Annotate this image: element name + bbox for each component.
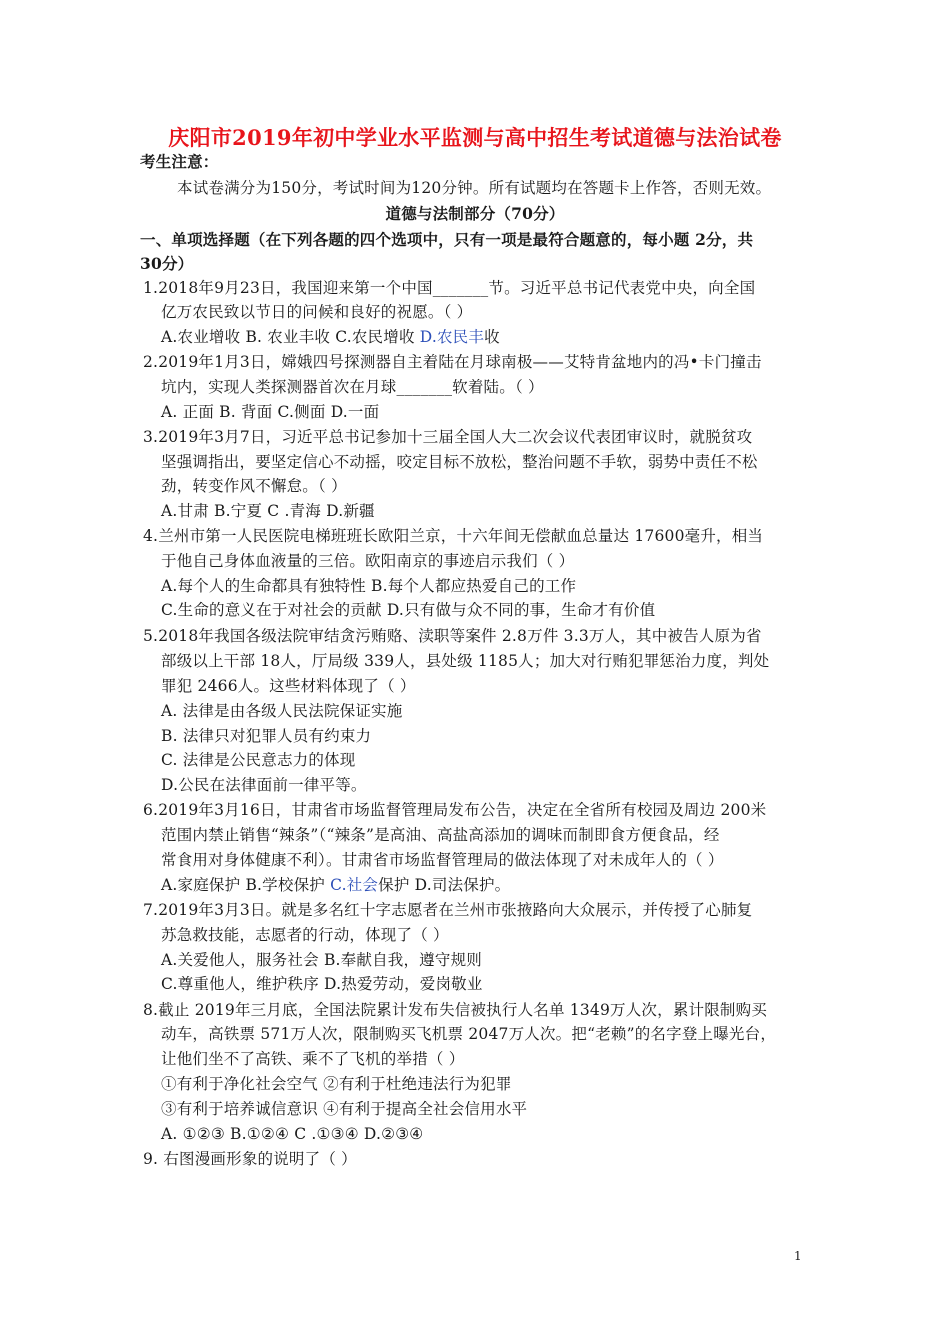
question-6-line3: 常食用对身体健康不利）。甘肃省市场监督管理局的做法体现了对未成年人的（ ）	[161, 851, 724, 869]
question-6-line1: 6.2019年3月16日，甘肃省市场监督管理局发布公告，决定在全省所有校园及周边 200米	[143, 801, 767, 819]
question-1-option-d-highlight: D.农民丰	[419, 328, 485, 346]
question-8-line2: 动车，高铁票 571万人次，限制购买飞机票 2047万人次。把“老赖”的名字登上曝光台，	[161, 1025, 777, 1043]
exam-title: 庆阳市2019年初中学业水平监测与高中招生考试道德与法治试卷	[168, 125, 782, 150]
question-6-options-rest: 保护 D.司法保护。	[378, 876, 511, 894]
question-1-options	[161, 327, 500, 347]
question-7-options-cd: C.尊重他人，维护秩序 D.热爱劳动，爱岗敬业	[161, 975, 483, 993]
question-5-line2: 部级以上干部 18人，厅局级 339人，县处级 1185人；加大对行贿犯罪惩治力度，判处	[161, 652, 770, 670]
question-6-options-ab: A.家庭保护 B.学校保护	[161, 876, 331, 894]
question-8-options: A. ①②③ B.①②④ C .①③④ D.②③④	[161, 1125, 424, 1143]
question-8-statements-34: ③有利于培养诚信意识 ④有利于提高全社会信用水平	[161, 1100, 528, 1118]
question-4-line1: 4.兰州市第一人民医院电梯班班长欧阳兰京，十六年间无偿献血总量达 17600毫升，相当	[143, 527, 764, 545]
question-9-line1: 9. 右图漫画形象的说明了（ ）	[143, 1150, 357, 1168]
question-7-options-ab: A.关爱他人，服务社会 B.奉献自我，遵守规则	[161, 951, 482, 969]
question-3-line1: 3.2019年3月7日，习近平总书记参加十三届全国人大二次会议代表团审议时，就脱贫攻	[143, 428, 753, 446]
question-2-line2: 坑内，实现人类探测器首次在月球_______软着陆。（ ）	[161, 378, 544, 396]
notice-heading: 考生注意：	[140, 152, 219, 171]
question-5-option-c: C. 法律是公民意志力的体现	[161, 751, 356, 769]
question-5-option-b: B. 法律只对犯罪人员有约束力	[161, 727, 372, 745]
question-7-line1: 7.2019年3月3日。就是多名红十字志愿者在兰州市张掖路向大众展示，并传授了心肺复	[143, 901, 753, 919]
question-5-line1: 5.2018年我国各级法院审结贪污贿赂、渎职等案件 2.8万件 3.3万人，其中被告人原为省	[143, 627, 762, 645]
question-6-option-c-highlight: C.社会	[330, 876, 379, 894]
question-8-statements-12: ①有利于净化社会空气 ②有利于杜绝违法行为犯罪	[161, 1075, 512, 1093]
question-4-line2: 于他自己身体血液量的三倍。欧阳南京的事迹启示我们（ ）	[161, 552, 575, 570]
notice-text: 本试卷满分为150分，考试时间为120分钟。所有试题均在答题卡上作答，否则无效。	[177, 179, 772, 197]
question-1-options-abc: A.农业增收 B. 农业丰收 C.农民增收	[161, 328, 420, 346]
question-4-options-cd: C.生命的意义在于对社会的贡献 D.只有做与众不同的事，生命才有价值	[161, 601, 656, 619]
question-3-line2: 坚强调指出，要坚定信心不动摇，咬定目标不放松，整治问题不手软，弱势中责任不松	[161, 453, 758, 471]
question-1-line1: 1.2018年9月23日，我国迎来第一个中国_______节。习近平总书记代表党中央，向全国	[143, 279, 756, 297]
section-title: 道德与法制部分（70分）	[385, 204, 565, 223]
question-3-options: A.甘肃 B.宁夏 C .青海 D.新疆	[161, 502, 375, 520]
question-6-line2: 范围内禁止销售“辣条”（“辣条”是高油、高盐高添加的调味而制即食方便食品，经	[161, 826, 720, 844]
page-number: 1	[794, 1249, 802, 1263]
question-5-option-d: D.公民在法律面前一律平等。	[161, 776, 367, 794]
question-8-line3: 让他们坐不了高铁、乘不了飞机的举措（ ）	[161, 1050, 465, 1068]
question-2-options: A. 正面 B. 背面 C.侧面 D.一面	[161, 403, 380, 421]
question-1-line2: 亿万农民致以节日的问候和良好的祝愿。（ ）	[161, 303, 473, 321]
question-5-option-a: A. 法律是由各级人民法院保证实施	[161, 702, 403, 720]
question-1-option-d-rest: 收	[484, 328, 500, 346]
question-3-line3: 劲，转变作风不懈怠。（ ）	[161, 477, 347, 495]
question-6-options	[161, 875, 510, 895]
part1-heading-line2: 30分）	[140, 254, 194, 273]
question-4-options-ab: A.每个人的生命都具有独特性 B.每个人都应热爱自己的工作	[161, 577, 577, 595]
question-5-line3: 罪犯 2466人。这些材料体现了（ ）	[161, 677, 416, 695]
part1-heading-line1: 一、单项选择题（在下列各题的四个选项中，只有一项是最符合题意的，每小题 2分，共	[140, 230, 754, 249]
question-2-line1: 2.2019年1月3日，嫦娥四号探测器自主着陆在月球南极——艾特肯盆地内的冯•卡门撞击	[143, 353, 762, 371]
question-7-line2: 苏急救技能，志愿者的行动，体现了（ ）	[161, 926, 449, 944]
question-8-line1: 8.截止 2019年三月底，全国法院累计发布失信被执行人名单 1349万人次，累计限制购买	[143, 1001, 768, 1019]
